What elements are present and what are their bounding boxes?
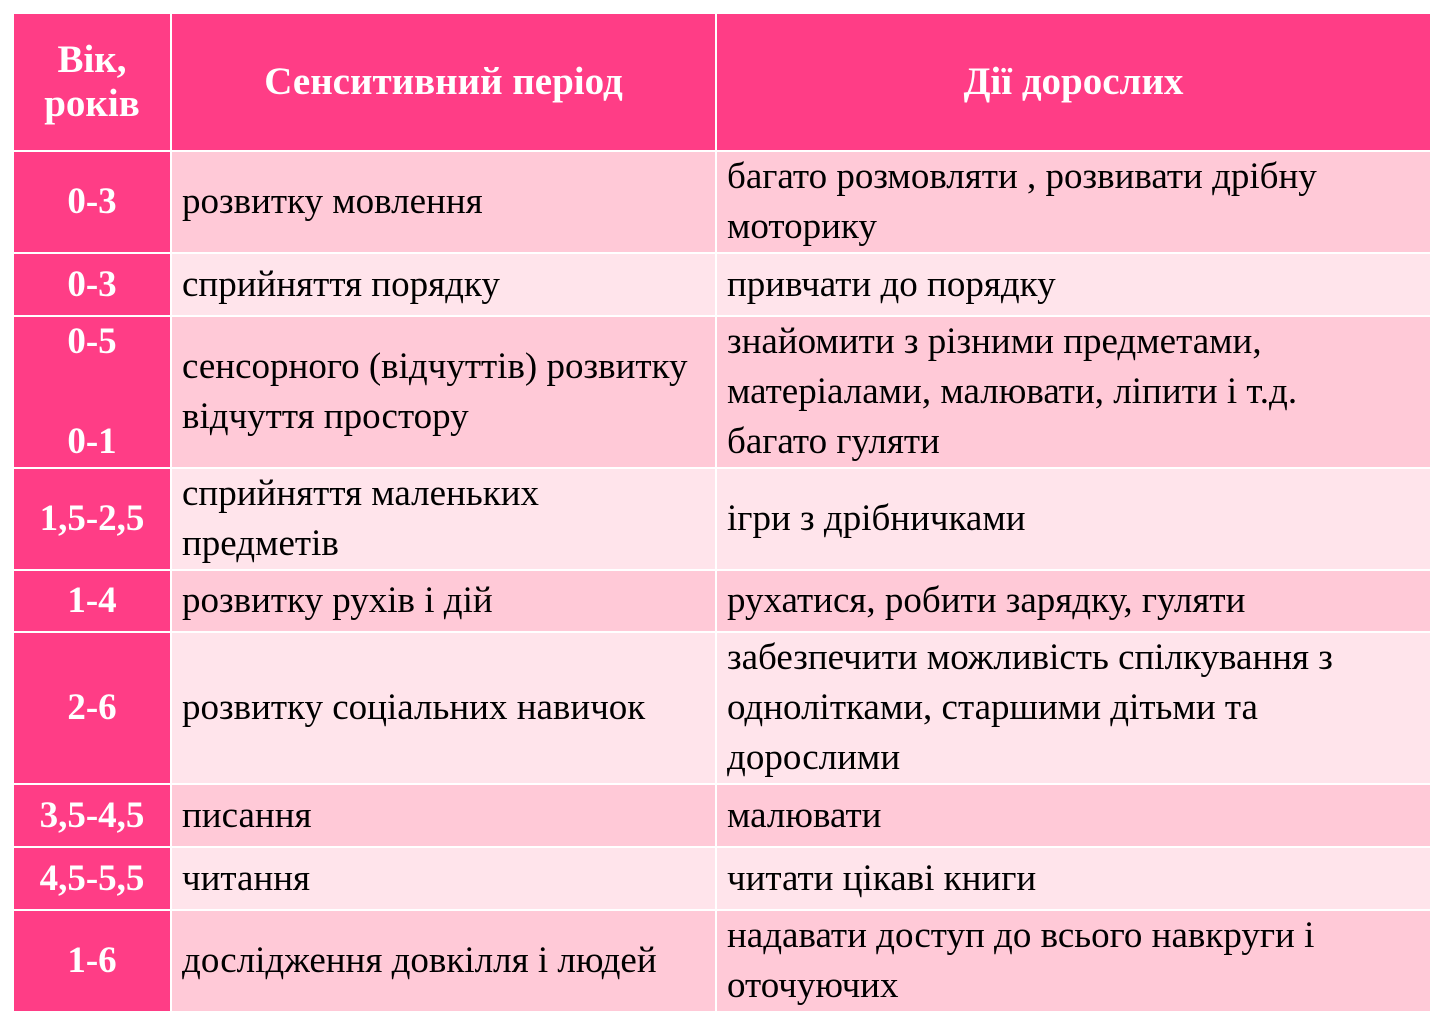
header-sensitive-period: Сенситивний період xyxy=(171,13,716,151)
period-cell: розвитку соціальних навичок xyxy=(171,632,716,784)
period-cell: дослідження довкілля і людей xyxy=(171,910,716,1012)
table-body xyxy=(13,151,1431,1012)
actions-cell: привчати до порядку xyxy=(716,253,1431,316)
table-header xyxy=(13,13,1431,151)
period-cell: сприйняття порядку xyxy=(171,253,716,316)
header-adult-actions: Дії дорослих xyxy=(716,13,1431,151)
age-cell: 1,5-2,5 xyxy=(13,468,171,570)
table-row xyxy=(13,784,1431,847)
age-cell: 4,5-5,5 xyxy=(13,847,171,910)
table-row xyxy=(13,910,1431,1012)
actions-cell: рухатися, робити зарядку, гуляти xyxy=(716,570,1431,632)
table-row xyxy=(13,468,1431,570)
age-cell: 3,5-4,5 xyxy=(13,784,171,847)
period-cell: писання xyxy=(171,784,716,847)
table-row xyxy=(13,316,1431,468)
actions-cell: забезпечити можливість спілкування з однолітками, старшими дітьми та дорослими xyxy=(716,632,1431,784)
header-age: Вік, років xyxy=(13,13,171,151)
actions-cell: читати цікаві книги xyxy=(716,847,1431,910)
actions-cell: багато розмовляти , розвивати дрібну моторику xyxy=(716,151,1431,253)
age-cell: 0-3 xyxy=(13,253,171,316)
age-cell: 0-5 0-1 xyxy=(13,316,171,468)
actions-cell: знайомити з різними предметами, матеріалами, малювати, ліпити і т.д. багато гуляти xyxy=(716,316,1431,468)
period-cell: сприйняття маленьких предметів xyxy=(171,468,716,570)
age-cell: 1-6 xyxy=(13,910,171,1012)
table-row xyxy=(13,151,1431,253)
table-row xyxy=(13,253,1431,316)
age-cell: 1-4 xyxy=(13,570,171,632)
period-cell: читання xyxy=(171,847,716,910)
period-cell: розвитку мовлення xyxy=(171,151,716,253)
actions-cell: малювати xyxy=(716,784,1431,847)
age-cell: 0-3 xyxy=(13,151,171,253)
period-cell: розвитку рухів і дій xyxy=(171,570,716,632)
header-row xyxy=(13,13,1431,151)
table-row xyxy=(13,570,1431,632)
sensitive-periods-table xyxy=(12,12,1432,1013)
actions-cell: ігри з дрібничками xyxy=(716,468,1431,570)
table-row xyxy=(13,632,1431,784)
table-row xyxy=(13,847,1431,910)
period-cell: сенсорного (відчуттів) розвитку відчуття простору xyxy=(171,316,716,468)
age-cell: 2-6 xyxy=(13,632,171,784)
actions-cell: надавати доступ до всього навкруги і оточуючих xyxy=(716,910,1431,1012)
